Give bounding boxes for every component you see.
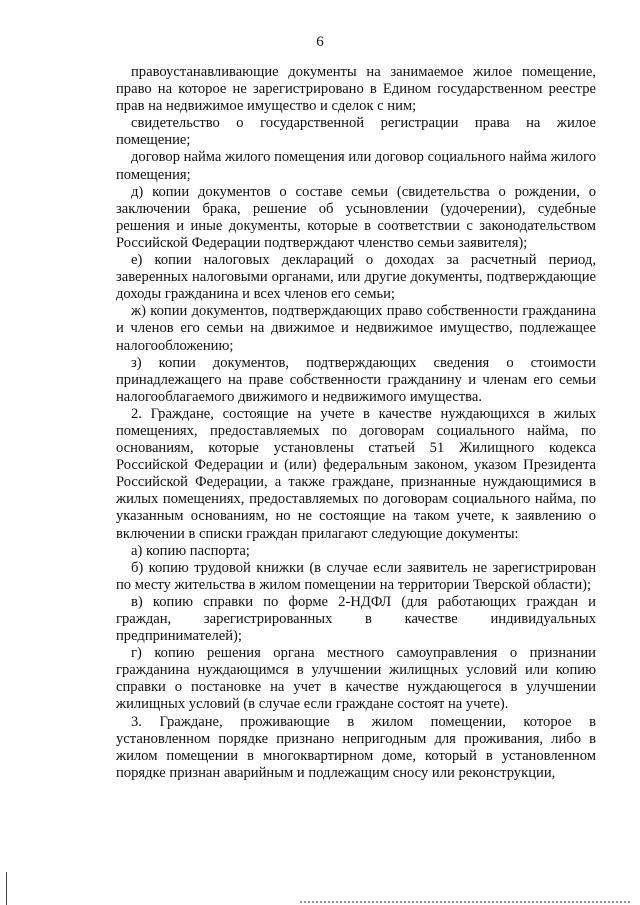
paragraph-registration-certificate: свидетельство о государственной регистрации права на жилое помещение; bbox=[116, 115, 596, 149]
paragraph-section-2: 2. Граждане, состоящие на учете в качестве нуждающихся в жилых помещениях, предоставляемых по договорам социального найма, по основаниям, которые установлены статьей 51 Жилищного кодекса Российской Федерации и (или) федеральным законом, указом Президента Российской Федерации, а также граждане, признанные нуждающимися в жилых помещениях, предоставляемых по договорам социального найма, по указанным основаниям, но не состоящие на таком учете, к заявлению о включении в списки граждан прилагают следующие документы: bbox=[116, 405, 596, 542]
document-body bbox=[116, 64, 596, 782]
paragraph-lease-agreement: договор найма жилого помещения или договор социального найма жилого помещения; bbox=[116, 149, 596, 183]
paragraph-item-d: д) копии документов о составе семьи (свидетельства о рождении, о заключении брака, решение об усыновлении (удочерении), судебные решения и иные документы, которые в соответствии с законодательством Российской Федерации подтверждают членство семьи заявителя); bbox=[116, 183, 596, 251]
paragraph-item-a: а) копию паспорта; bbox=[131, 542, 250, 559]
paragraph-item-z: з) копии документов, подтверждающих сведения о стоимости принадлежащего на праве собственности гражданину и членам его семьи налогооблагаемого движимого и недвижимого имущества. bbox=[116, 354, 596, 405]
paragraph-title-documents: правоустанавливающие документы на занимаемое жилое помещение, право на которое не зарегистрировано в Едином государственном реестре прав на недвижимое имущество и сделок с ним; bbox=[116, 64, 596, 115]
paragraph-item-b: б) копию трудовой книжки (в случае если заявитель не зарегистрирован по месту жительства в жилом помещении на территории Тверской области); bbox=[116, 559, 596, 593]
scan-bottom-edge bbox=[300, 901, 630, 903]
paragraph-section-3: 3. Граждане, проживающие в жилом помещении, которое в установленном порядке признано непригодным для проживания, либо в жилом помещении в многоквартирном доме, который в установленном порядке признан аварийным и подлежащим сносу или реконструкции, bbox=[116, 713, 596, 781]
paragraph-item-v: в) копию справки по форме 2-НДФЛ (для работающих граждан и граждан, зарегистрированных в качестве индивидуальных предпринимателей); bbox=[116, 593, 596, 645]
scan-margin-mark bbox=[6, 872, 7, 905]
paragraph-item-e: е) копии налоговых деклараций о доходах за расчетный период, заверенных налоговыми органами, или другие документы, подтверждающие доходы гражданина и всех членов его семьи; bbox=[116, 252, 596, 303]
paragraph-item-g: г) копию решения органа местного самоуправления о признании гражданина нуждающимся в улучшении жилищных условий или копию справки о постановке на учет в качестве нуждающегося в улучшении жилищных условий (в случае если граждане состоят на учете). bbox=[116, 645, 596, 713]
paragraph-item-zh: ж) копии документов, подтверждающих право собственности гражданина и членов его семьи на движимое и недвижимое имущество, подлежащее налогообложению; bbox=[116, 303, 596, 354]
page-number: 6 bbox=[316, 34, 324, 50]
